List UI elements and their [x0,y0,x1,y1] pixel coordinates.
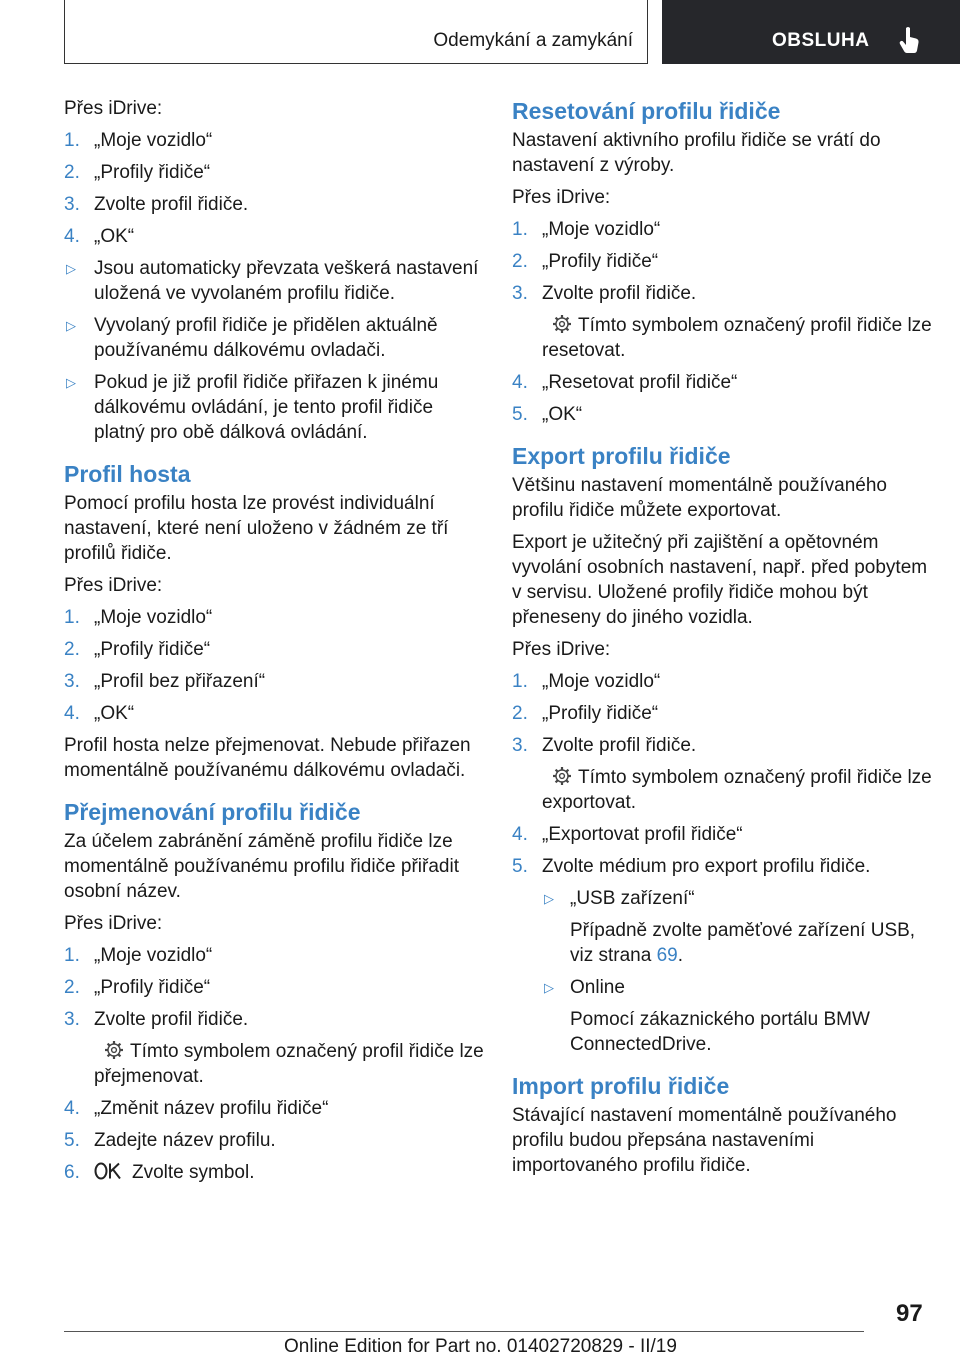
bullet-item: ▷ „USB zařízení“ [544,888,695,909]
list-item: 2. „Profily řidiče“ [512,251,659,272]
list-item: 1. „Moje vozidlo“ [64,130,213,151]
list-item: 2. „Profily řidiče“ [64,162,211,183]
rename-note: Tímto symbolem označený profil řidiče lze přejmenovat. [94,1041,484,1087]
list-item: 2. „Profily řidiče“ [64,977,211,998]
bullet-item: ▷ Jsou automaticky převzata veškerá nastavení uložená ve vyvolaném profilu řidiče. [66,258,479,304]
list-item: 1. „Moje vozidlo“ [512,671,661,692]
list-item: 3. Zvolte profil řidiče. [64,1009,249,1030]
list-item: 3. Zvolte profil řidiče. [64,194,249,215]
reset-text: Nastavení aktivního profilu řidiče se vrátí do nastavení z výroby. [512,130,881,176]
list-item: 4. „Exportovat profil řidiče“ [512,824,743,845]
header-tab-label: OBSLUHA [772,30,870,51]
section-heading-reset: Resetování profilu řidiče [512,98,781,124]
list-item: 1. „Moje vozidlo“ [64,945,213,966]
triangle-bullet-icon: ▷ [66,375,76,390]
footer-edition-text: Online Edition for Part no. 01402720829 - II/19 [284,1336,677,1357]
list-item: 5. Zvolte médium pro export profilu řidiče. [512,856,871,877]
export-note: Tímto symbolem označený profil řidiče lze exportovat. [542,767,932,813]
intro-text: Přes iDrive: [64,98,163,119]
intro-text: Přes iDrive: [512,639,611,660]
list-item: 3. Zvolte profil řidiče. [512,735,697,756]
page-number: 97 [896,1300,923,1327]
export-text-1: Většinu nastavení momentálně používaného profilu řidiče můžete exportovat. [512,475,887,521]
gear-icon [552,314,572,334]
header-section-box [64,0,648,64]
section-heading-import: Import profilu řidiče [512,1073,730,1099]
list-item: 6. Zvolte symbol. [64,1162,255,1183]
usb-note: Případně zvolte paměťové zařízení USB, viz strana 69. [570,920,916,966]
bullet-item: ▷ Vyvolaný profil řidiče je přidělen aktuálně používanému dálkovému ovladači. [66,315,438,361]
rename-text: Za účelem zabránění záměně profilu řidiče lze momentálně používanému profilu řidiče přiřadit osobní název. [64,831,459,902]
triangle-bullet-icon: ▷ [544,891,554,906]
list-item: 4. „Změnit název profilu řidiče“ [64,1098,329,1119]
gear-icon [104,1040,124,1060]
list-item: 5. „OK“ [512,404,583,425]
ok-symbol-icon [94,1161,124,1181]
list-item: 4. „OK“ [64,703,135,724]
section-heading-export: Export profilu řidiče [512,443,731,469]
reset-note: Tímto symbolem označený profil řidiče lze resetovat. [542,315,932,361]
header-section-title: Odemykání a zamykání [433,30,633,51]
bullet-item: ▷ Online [544,977,625,998]
triangle-bullet-icon: ▷ [66,318,76,333]
export-text-2: Export je užitečný při zajištění a opětovném vyvolání osobních nastavení, např. před pobytem v servisu. Uložené profily řidiče mohou být přeneseny do jiného vozidla. [512,532,928,628]
section-heading-guest: Profil hosta [64,461,191,487]
list-item: 3. „Profil bez přiřazení“ [64,671,266,692]
list-item: 1. „Moje vozidlo“ [512,219,661,240]
intro-text: Přes iDrive: [64,913,163,934]
list-item: 4. „OK“ [64,226,135,247]
list-item: 2. „Profily řidiče“ [64,639,211,660]
section-heading-rename: Přejmenování profilu řidiče [64,799,361,825]
triangle-bullet-icon: ▷ [66,261,76,276]
footer-divider [64,1331,864,1332]
list-item: 5. Zadejte název profilu. [64,1130,276,1151]
hand-pointer-icon [898,26,922,54]
bullet-item: ▷ Pokud je již profil řidiče přiřazen k jinému dálkovému ovládání, je tento profil řidiče platný pro obě dálková ovládání. [66,372,439,443]
gear-icon [552,766,572,786]
list-item: 4. „Resetovat profil řidiče“ [512,372,738,393]
list-item: 1. „Moje vozidlo“ [64,607,213,628]
triangle-bullet-icon: ▷ [544,980,554,995]
intro-text: Přes iDrive: [512,187,611,208]
export-media-list [512,886,932,1057]
left-column [64,96,484,1192]
intro-text: Přes iDrive: [64,575,163,596]
page-link[interactable]: 69 [656,945,678,966]
header-tab-obsluha [662,0,960,64]
list-item: 3. Zvolte profil řidiče. [512,283,697,304]
online-note: Pomocí zákaznického portálu BMW ConnectedDrive. [570,1009,870,1055]
guest-text: Pomocí profilu hosta lze provést individuální nastavení, které není uloženo v žádném ze tří profilů řidiče. [64,493,449,564]
import-text: Stávající nastavení momentálně používaného profilu budou přepsána nastaveními importovaného profilu řidiče. [512,1105,897,1176]
right-column [512,96,932,1185]
list-item: 2. „Profily řidiče“ [512,703,659,724]
guest-after-text: Profil hosta nelze přejmenovat. Nebude přiřazen momentálně používanému dálkovému ovladači. [64,735,471,781]
